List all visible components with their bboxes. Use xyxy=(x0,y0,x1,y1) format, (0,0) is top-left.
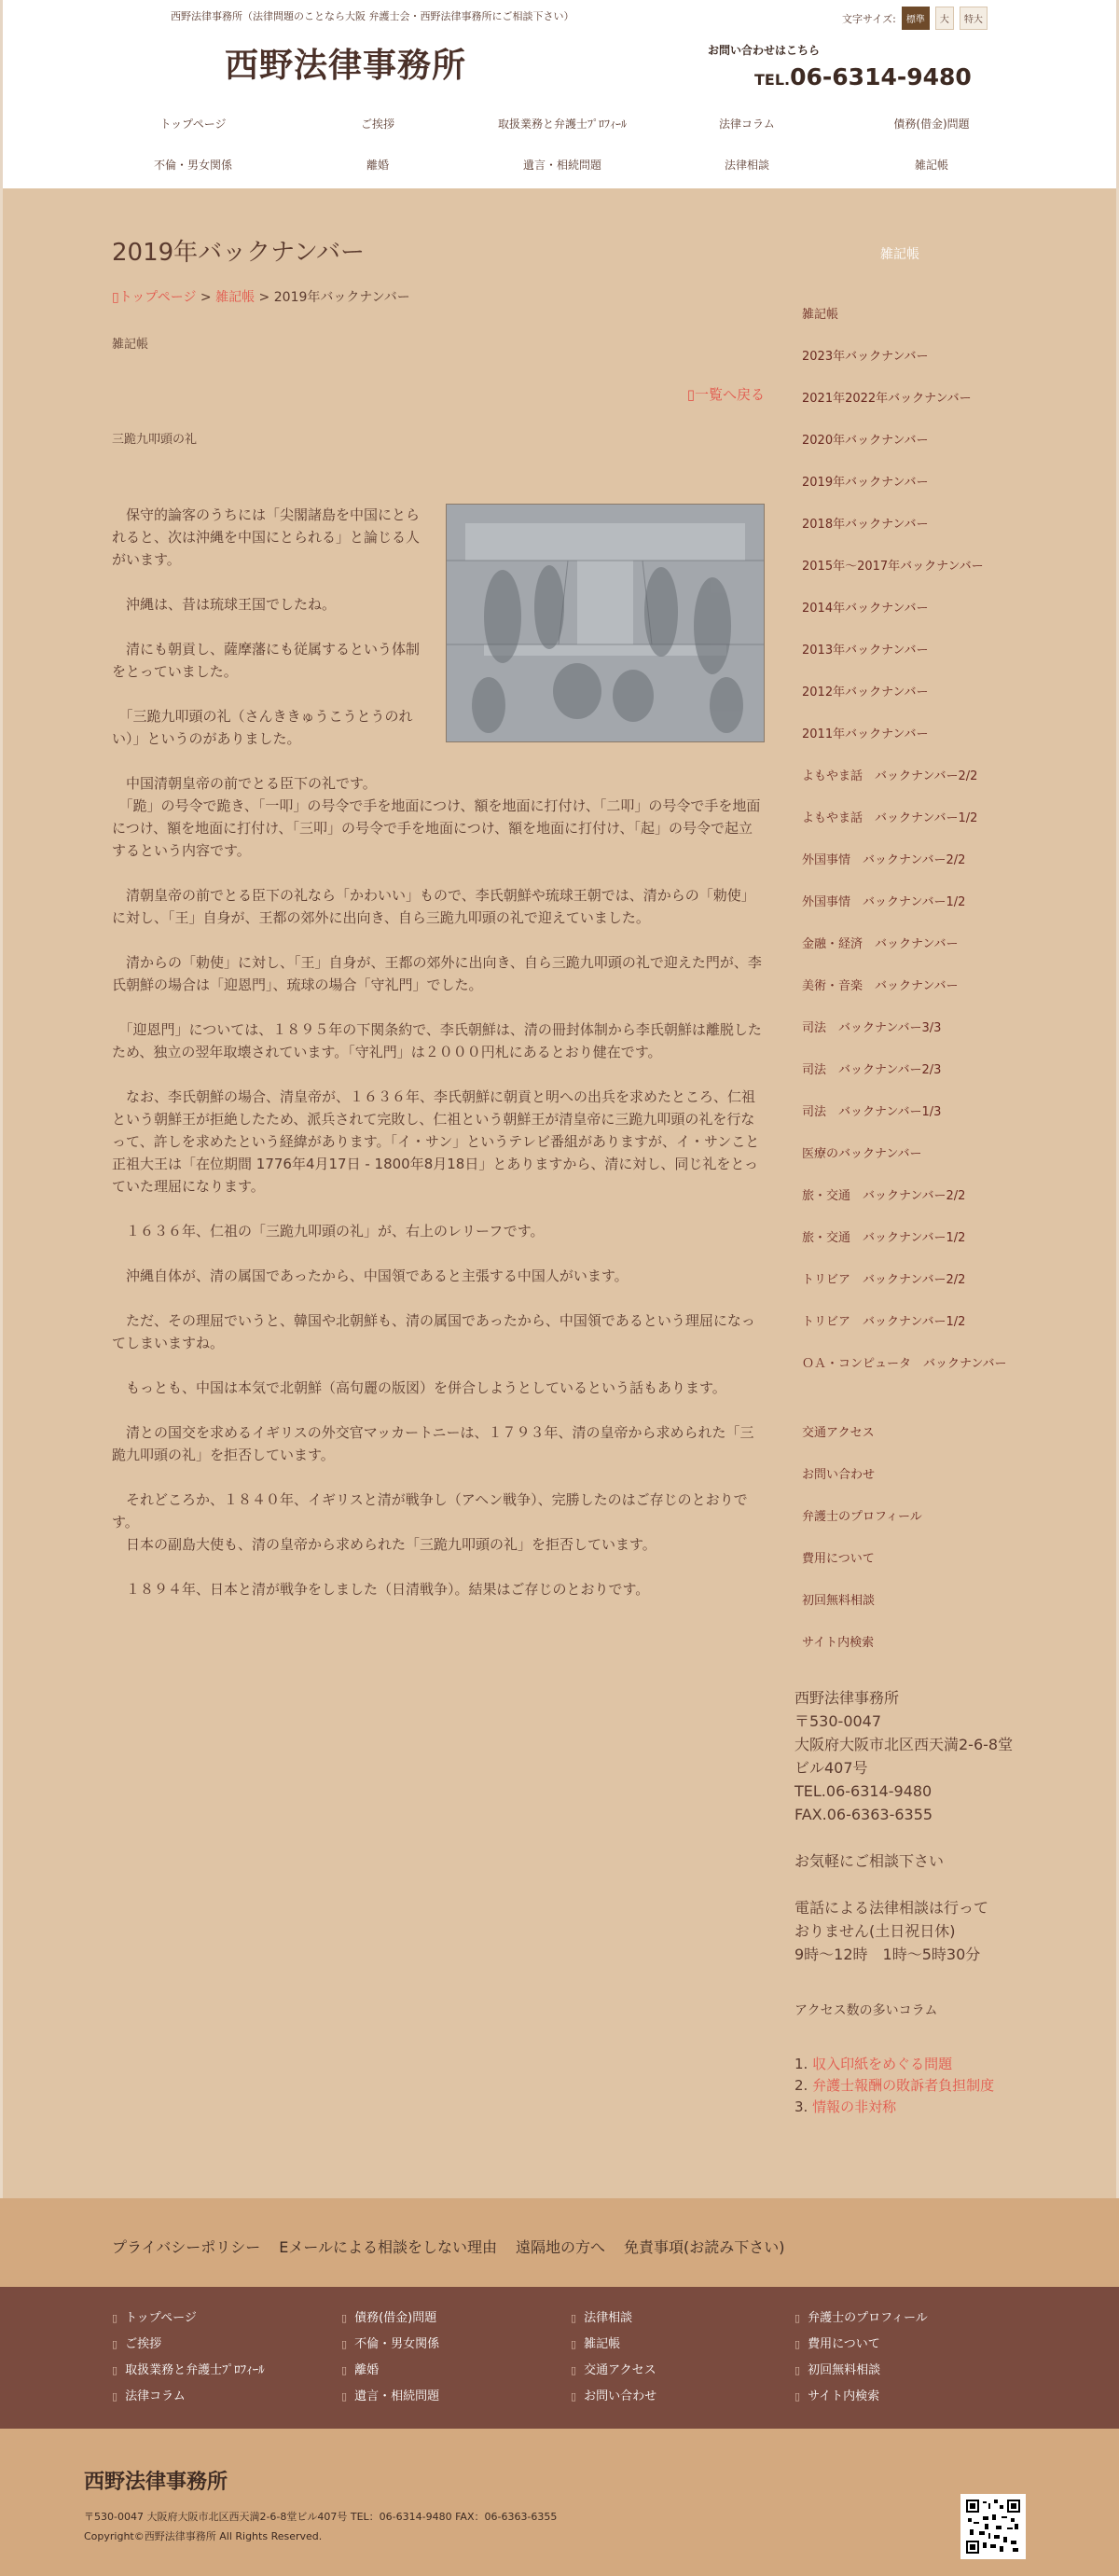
sidebar-archive-item[interactable]: 外国事情 バックナンバー2/2 xyxy=(802,853,966,867)
sidebar-archive-item[interactable]: 司法 バックナンバー1/3 xyxy=(802,1105,942,1119)
article-paragraph: それどころか、１８４０年、イギリスと清が戦争し（アヘン戦争）、完勝したのはご存じのとおりです。 日本の副島大使も、清の皇帝から求められた「三跪九叩頭の礼」を拒否しています。 xyxy=(112,1491,748,1553)
nav-affair[interactable]: 不倫・男女関係 xyxy=(153,159,232,172)
phone-number: 06-6314-9480 xyxy=(790,63,972,90)
footer-nav-col-1 xyxy=(112,2309,265,2414)
contact-label: お問い合わせはこちら xyxy=(708,44,821,57)
popular-item-link[interactable]: 情報の非対称 xyxy=(812,2098,897,2115)
nav-greeting[interactable]: ご挨拶 xyxy=(360,118,394,131)
footer-remote-link[interactable]: 遠隔地の方へ xyxy=(516,2238,606,2256)
office-info-line: 9時〜12時 1時〜5時30分 xyxy=(794,1946,981,1963)
sidebar-archive-item[interactable]: 2018年バックナンバー xyxy=(802,518,929,532)
footer-nav-item[interactable]: ▯ トップページ xyxy=(112,2309,265,2335)
popular-item[interactable]: 2. 弁護士報酬の敗訴者負担制度 xyxy=(794,2077,995,2094)
footer-nav-item[interactable]: ▯ 法律相談 xyxy=(571,2309,656,2335)
office-info-line: ビル407号 xyxy=(794,1759,868,1777)
article-paragraph: 清朝皇帝の前でとる臣下の礼なら「かわいい」もので、李氏朝鮮や琉球王朝では、清からの「勅使」に対し、「王」自身が、王都の郊外に出向き、自ら三跪九叩頭の礼で迎えていました。 xyxy=(112,887,755,926)
article-paragraph: 清にも朝貢し、薩摩藩にも従属するという体制をとっていました。 xyxy=(112,641,421,680)
phone-prefix: TEL. xyxy=(754,71,791,89)
sidebar-link-access[interactable]: 交通アクセス xyxy=(802,1426,875,1440)
sidebar-archive-item[interactable]: 2020年バックナンバー xyxy=(802,434,929,448)
office-info-line: 電話による法律相談は行って xyxy=(794,1899,989,1917)
footer-nav xyxy=(0,2287,1119,2429)
nav-law-column[interactable]: 法律コラム xyxy=(719,118,775,131)
font-size-large-button[interactable]: 大 xyxy=(935,7,954,30)
qr-code-icon xyxy=(960,2494,1026,2559)
category-label: 雑記帳 xyxy=(112,338,149,352)
popular-columns-list xyxy=(794,2054,994,2118)
sidebar-archive-item[interactable]: 2014年バックナンバー xyxy=(802,602,929,616)
footer-nav-item[interactable]: ▯ ご挨拶 xyxy=(112,2335,265,2361)
sidebar-link-fees[interactable]: 費用について xyxy=(802,1552,875,1566)
sidebar-archive-item[interactable]: 2021年2022年バックナンバー xyxy=(802,392,972,406)
sidebar-link-contact[interactable]: お問い合わせ xyxy=(802,1468,876,1482)
sidebar-archive-item[interactable]: 2012年バックナンバー xyxy=(802,686,929,699)
page-title: 2019年バックナンバー xyxy=(112,239,366,267)
breadcrumb xyxy=(112,287,410,306)
footer-nav-item[interactable]: ▯ サイト内検索 xyxy=(794,2388,928,2414)
article-paragraph: １８９４年、日本と清が戦争をしました（日清戦争）。結果はご存じのとおりです。 xyxy=(112,1581,650,1598)
sidebar-archive-item[interactable]: 2019年バックナンバー xyxy=(802,476,929,490)
breadcrumb-current: 2019年バックナンバー xyxy=(273,290,410,305)
sidebar-archive-item[interactable]: 2015年〜2017年バックナンバー xyxy=(802,560,984,574)
footer-nav-item[interactable]: ▯ 法律コラム xyxy=(112,2388,265,2414)
nav-debt[interactable]: 債務(借金)問題 xyxy=(893,118,970,131)
article-paragraph: 沖縄は、昔は琉球王国でしたね。 xyxy=(112,596,337,613)
article-title: 三跪九叩頭の礼 xyxy=(112,433,198,447)
article-body xyxy=(112,504,765,1623)
footer-nav-item[interactable]: ▯ 費用について xyxy=(794,2335,928,2361)
nav-inheritance[interactable]: 遺言・相続問題 xyxy=(522,159,601,172)
office-info-line: おりません(土日祝日休) xyxy=(794,1922,956,1940)
office-info-line: 〒530-0047 xyxy=(794,1712,882,1730)
sidebar-archive-item[interactable]: 雑記帳 xyxy=(802,308,839,322)
sidebar-archive-item[interactable]: 司法 バックナンバー3/3 xyxy=(802,1021,942,1035)
sidebar-archive-item[interactable]: よもやま話 バックナンバー2/2 xyxy=(802,769,978,783)
sidebar-link-profile[interactable]: 弁護士のプロフィール xyxy=(802,1510,922,1524)
footer-nav-item[interactable]: ▯ 弁護士のプロフィール xyxy=(794,2309,928,2335)
footer-nav-item[interactable]: ▯ お問い合わせ xyxy=(571,2388,656,2414)
sidebar-archive-item[interactable]: トリビア バックナンバー2/2 xyxy=(802,1273,966,1287)
breadcrumb-separator: > xyxy=(255,290,274,305)
nav-consultation[interactable]: 法律相談 xyxy=(724,159,769,172)
global-nav-row-1 xyxy=(101,116,1024,132)
article-paragraph: 沖縄自体が、清の属国であったから、中国領であると主張する中国人がいます。 xyxy=(112,1267,629,1284)
spacer xyxy=(794,1826,1037,1849)
spacer xyxy=(794,1873,1037,1896)
footer-bottom xyxy=(0,2429,1119,2576)
nav-notebook[interactable]: 雑記帳 xyxy=(914,159,948,172)
global-nav-row-2 xyxy=(101,157,1024,173)
office-info-line: FAX.06-6363-6355 xyxy=(794,1806,933,1823)
popular-item[interactable]: 1. 収入印紙をめぐる問題 xyxy=(794,2056,953,2072)
article-paragraph: ただ、その理屈でいうと、韓国や北朝鮮も、清の属国であったから、中国領であるという理屈になってしまいますね。 xyxy=(112,1312,755,1351)
relief-image xyxy=(446,504,765,742)
nav-services-profile[interactable]: 取扱業務と弁護士ﾌﾟﾛﾌｨｰﾙ xyxy=(497,118,627,131)
footer-nav-col-4 xyxy=(794,2309,928,2414)
article-paragraph: 中国清朝皇帝の前でとる臣下の礼です。 「跪」の号令で跪き、「一叩」の号令で手を地面につけ、額を地面に打付け、「二叩」の号令で手を地面につけ、額を地面に打付け、「三叩」の号令で手を地面につけ、額を地面に打付け、「起」の号令で起立するという内容です。 xyxy=(112,775,761,859)
site-title-logo[interactable]: 西野法律事務所 xyxy=(225,47,467,85)
home-icon: ▯ xyxy=(112,290,119,305)
article-paragraph: １６３６年、仁祖の「三跪九叩頭の礼」が、右上のレリーフです。 xyxy=(112,1223,545,1240)
article-paragraph: 「迎恩門」については、１８９５年の下関条約で、李氏朝鮮は、清の冊封体制から李氏朝鮮は離脱したため、独立の翌年取壊されています。「守礼門」は２０００円札にあるとおり健在です。 xyxy=(112,1021,762,1060)
sidebar-archive-item[interactable]: トリビア バックナンバー1/2 xyxy=(802,1315,966,1329)
footer-address: 〒530-0047 大阪府大阪市北区西天満2-6-8堂ビル407号 TEL：06-6314-9480 FAX：06-6363-6355 xyxy=(84,2511,558,2523)
footer-nav-item[interactable]: ▯ 不倫・男女関係 xyxy=(341,2335,439,2361)
footer-nav-item[interactable]: ▯ 交通アクセス xyxy=(571,2361,656,2388)
footer-privacy-link[interactable]: プライバシーポリシー xyxy=(112,2238,261,2256)
site-tagline: 西野法律事務所（法律問題のことなら大阪 弁護士会・西野法律事務所にご相談下さい） xyxy=(171,10,574,22)
footer-nav-item[interactable]: ▯ 離婚 xyxy=(341,2361,439,2388)
sidebar-archive-item[interactable]: よもやま話 バックナンバー1/2 xyxy=(802,811,978,825)
back-to-list-link[interactable]: ▯一覧へ戻る xyxy=(686,386,765,403)
sidebar-archive-item[interactable]: 外国事情 バックナンバー1/2 xyxy=(802,895,966,909)
footer-disclaimer-link[interactable]: 免責事項(お読み下さい) xyxy=(624,2238,785,2256)
breadcrumb-home[interactable] xyxy=(112,290,196,305)
relief-illustration xyxy=(447,505,765,742)
article-paragraph: 清との国交を求めるイギリスの外交官マッカートニーは、１７９３年、清の皇帝から求められた「三跪九叩頭の礼」を拒否しています。 xyxy=(112,1424,754,1463)
footer-policy-bar xyxy=(0,2198,1119,2287)
footer-nav-item[interactable]: ▯ 初回無料相談 xyxy=(794,2361,928,2388)
sidebar-archive-item[interactable]: 2013年バックナンバー xyxy=(802,644,929,658)
main-content xyxy=(112,233,765,1598)
office-info-line: TEL.06-6314-9480 xyxy=(794,1782,932,1800)
popular-item-link[interactable]: 収入印紙をめぐる問題 xyxy=(812,2056,953,2072)
footer-no-email-link[interactable]: Eメールによる相談をしない理由 xyxy=(279,2238,497,2256)
font-size-label: 文字サイズ: xyxy=(842,12,896,25)
office-info-line: お気軽にご相談下さい xyxy=(794,1852,945,1870)
footer-nav-item[interactable]: ▯ 遺言・相続問題 xyxy=(341,2388,439,2414)
sidebar-link-free-consult[interactable]: 初回無料相談 xyxy=(802,1594,876,1608)
footer-nav-col-2 xyxy=(341,2309,439,2414)
article-paragraph: 清からの「勅使」に対し、「王」自身が、王都の郊外に出向き、自ら三跪九叩頭の礼で迎えた門が、李氏朝鮮の場合は「迎恩門」、琉球の場合「守礼門」でした。 xyxy=(112,954,762,993)
nav-top[interactable]: トップページ xyxy=(159,118,227,131)
footer-nav-col-3 xyxy=(571,2309,656,2414)
site-header xyxy=(0,0,1119,188)
footer-nav-item[interactable]: ▯ 債務(借金)問題 xyxy=(341,2309,439,2335)
copyright: Copyright©西野法律事務所 All Rights Reserved. xyxy=(84,2530,323,2542)
sidebar-archive-item[interactable]: 医療のバックナンバー xyxy=(802,1147,922,1161)
font-size-xlarge-button[interactable]: 特大 xyxy=(960,7,988,30)
breadcrumb-separator: > xyxy=(196,290,216,305)
sidebar-archive-item[interactable]: 旅・交通 バックナンバー1/2 xyxy=(802,1231,966,1245)
article-paragraph: 「三跪九叩頭の礼（さんききゅうこうとうのれい）」というのがありました。 xyxy=(112,708,413,747)
sidebar-heading: 雑記帳 xyxy=(880,247,919,262)
sidebar-link-site-search[interactable]: サイト内検索 xyxy=(802,1636,875,1650)
article-paragraph: もっとも、中国は本気で北朝鮮（高句麗の版図）を併合しようとしているという話もあります。 xyxy=(112,1379,726,1396)
popular-item-link[interactable]: 弁護士報酬の敗訴者負担制度 xyxy=(812,2077,995,2094)
office-info-line: 大阪府大阪市北区西天満2-6-8堂 xyxy=(794,1736,1014,1753)
sidebar-archive-item[interactable]: ＯＡ・コンピュータ バックナンバー xyxy=(802,1357,1007,1371)
popular-columns-title: アクセス数の多いコラム xyxy=(794,2003,938,2018)
breadcrumb-parent[interactable]: 雑記帳 xyxy=(215,290,256,305)
sidebar xyxy=(802,244,1026,1650)
sidebar-archive-item[interactable]: 2011年バックナンバー xyxy=(802,727,929,741)
sidebar-archive-item[interactable]: 美術・音楽 バックナンバー xyxy=(802,979,959,993)
sidebar-archive-item[interactable]: 金融・経済 バックナンバー xyxy=(802,937,959,951)
font-size-switcher xyxy=(842,7,988,30)
footer-office-name: 西野法律事務所 xyxy=(84,2471,228,2494)
office-info-line: 西野法律事務所 xyxy=(794,1689,900,1707)
popular-item[interactable]: 3. 情報の非対称 xyxy=(794,2098,897,2115)
sidebar-archive-item[interactable]: 旅・交通 バックナンバー2/2 xyxy=(802,1189,966,1203)
nav-divorce[interactable]: 離婚 xyxy=(366,159,389,172)
footer-nav-item[interactable]: ▯ 取扱業務と弁護士ﾌﾟﾛﾌｨｰﾙ xyxy=(112,2361,265,2388)
font-size-standard-button[interactable]: 標準 xyxy=(902,7,930,30)
breadcrumb-home-label: トップページ xyxy=(118,290,197,305)
footer-nav-item[interactable]: ▯ 雑記帳 xyxy=(571,2335,656,2361)
header-phone[interactable] xyxy=(754,63,972,90)
article-paragraph: なお、李氏朝鮮の場合、清皇帝が、１６３６年、李氏朝鮮に朝貢と明への出兵を求めたところ、仁祖という朝鮮王が拒絶したため、派兵されて完敗し、仁祖という朝鮮王が清皇帝に三跪九叩頭の礼を行なって、許しを求めたという経緯があります。「イ・サン」というテレビ番組がありますが、イ・サンこと正祖大王は「在位期間 1776年4月17日 - 1800年8月18日」とありますから、清に対し、同じ礼をとっていた理屈になります。 xyxy=(112,1088,760,1195)
sidebar-archive-item[interactable]: 2023年バックナンバー xyxy=(802,350,929,364)
article-paragraph: 保守的論客のうちには「尖閣諸島を中国にとられると、次は沖縄を中国にとられる」と論じる人がいます。 xyxy=(112,506,421,568)
office-info xyxy=(794,1686,1037,1966)
sidebar-archive-item[interactable]: 司法 バックナンバー2/3 xyxy=(802,1063,942,1077)
